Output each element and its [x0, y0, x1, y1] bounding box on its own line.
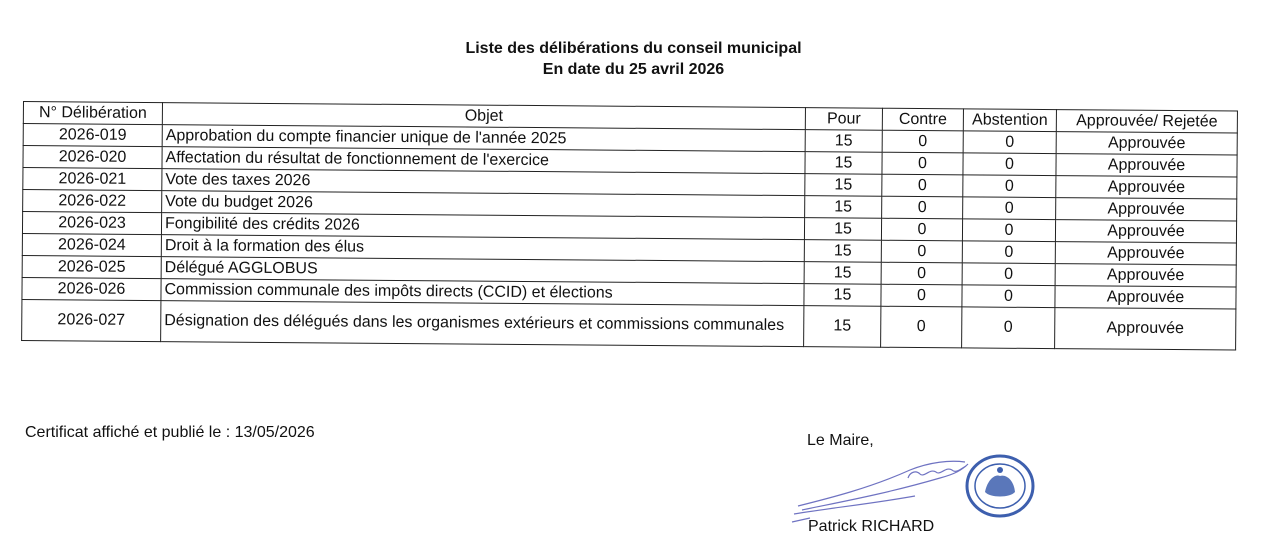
- cell-contre: 0: [881, 306, 962, 348]
- cell-num: 2026-026: [22, 277, 161, 300]
- header-num: N° Délibération: [23, 102, 162, 125]
- cell-objet: Droit à la formation des élus: [161, 235, 804, 262]
- cell-abstention: 0: [963, 197, 1056, 220]
- cell-num: 2026-019: [23, 124, 162, 147]
- cell-pour: 15: [805, 196, 882, 219]
- cell-pour: 15: [804, 218, 881, 241]
- cell-contre: 0: [881, 284, 962, 307]
- document-title: [0, 38, 1263, 80]
- cell-num: 2026-021: [23, 168, 162, 191]
- cell-objet: Désignation des délégués dans les organismes extérieurs et commissions communales: [161, 301, 804, 347]
- cell-contre: 0: [881, 218, 962, 241]
- cell-objet: Affectation du résultat de fonctionnement de l'exercice: [162, 147, 805, 174]
- cell-contre: 0: [882, 152, 963, 175]
- cell-contre: 0: [882, 174, 963, 197]
- cell-num: 2026-024: [22, 233, 161, 256]
- cell-abstention: 0: [963, 131, 1056, 154]
- cell-objet: Vote du budget 2026: [162, 191, 805, 218]
- cell-abstention: 0: [962, 241, 1055, 264]
- cell-abstention: 0: [963, 175, 1056, 198]
- cell-abstention: 0: [962, 285, 1055, 308]
- cell-pour: 15: [804, 240, 881, 263]
- signature-and-seal: [790, 448, 1050, 528]
- cell-objet: Fongibilité des crédits 2026: [161, 213, 804, 240]
- cell-pour: 15: [804, 306, 881, 348]
- cell-abstention: 0: [963, 153, 1056, 176]
- cell-pour: 15: [805, 152, 882, 175]
- cell-abstention: 0: [962, 263, 1055, 286]
- cell-abstention: 0: [962, 219, 1055, 242]
- cell-status: Approuvée: [1056, 154, 1237, 177]
- cell-contre: 0: [882, 130, 963, 153]
- cell-objet: Vote des taxes 2026: [162, 169, 805, 196]
- cell-objet: Approbation du compte financier unique de l'année 2025: [162, 125, 805, 152]
- header-contre: Contre: [882, 108, 963, 131]
- cell-contre: 0: [881, 240, 962, 263]
- deliberations-table: [21, 101, 1238, 351]
- header-abstention: Abstention: [963, 109, 1056, 132]
- cell-objet: Commission communale des impôts directs (CCID) et élections: [161, 279, 804, 306]
- cell-contre: 0: [882, 196, 963, 219]
- cell-num: 2026-025: [22, 255, 161, 278]
- cell-pour: 15: [805, 174, 882, 197]
- cell-status: Approuvée: [1055, 286, 1236, 309]
- header-pour: Pour: [805, 108, 882, 131]
- title-line-2: En date du 25 avril 2026: [542, 61, 725, 78]
- cell-status: Approuvée: [1055, 308, 1236, 350]
- signature-icon: [792, 461, 968, 522]
- publication-certificate: Certificat affiché et publié le : 13/05/2026: [25, 424, 315, 441]
- cell-status: Approuvée: [1056, 132, 1237, 155]
- cell-contre: 0: [881, 262, 962, 285]
- cell-objet: Délégué AGGLOBUS: [161, 257, 804, 284]
- header-objet: Objet: [162, 103, 805, 130]
- cell-abstention: 0: [962, 307, 1055, 349]
- cell-num: 2026-022: [23, 190, 162, 213]
- header-status: Approuvée/ Rejetée: [1056, 110, 1237, 133]
- seal-icon: [967, 456, 1033, 516]
- cell-pour: 15: [804, 262, 881, 285]
- cell-pour: 15: [804, 284, 881, 307]
- cell-status: Approuvée: [1055, 220, 1236, 243]
- title-line-1: Liste des délibérations du conseil municipal: [465, 40, 802, 57]
- cell-pour: 15: [805, 130, 882, 153]
- cell-num: 2026-023: [22, 212, 161, 235]
- cell-status: Approuvée: [1056, 176, 1237, 199]
- cell-num: 2026-020: [23, 146, 162, 169]
- cell-status: Approuvée: [1055, 242, 1236, 265]
- cell-status: Approuvée: [1055, 264, 1236, 287]
- table-row: [22, 299, 1236, 350]
- mayor-name: Patrick RICHARD: [808, 518, 935, 535]
- cell-num: 2026-027: [22, 299, 161, 341]
- mayor-label: Le Maire,: [807, 432, 874, 449]
- cell-status: Approuvée: [1056, 198, 1237, 221]
